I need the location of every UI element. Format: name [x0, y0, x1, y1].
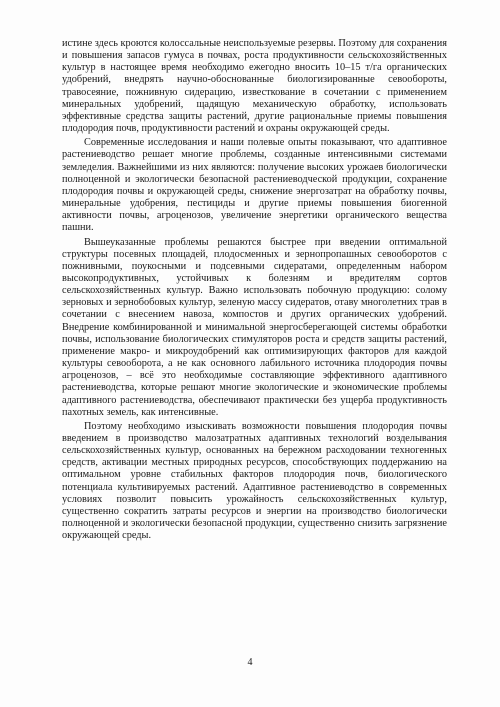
paragraph: Вышеуказанные проблемы решаются быстрее при введении оптимальной структуры посевных площадей, плодосменных и зернопропашных севооборотов с пожнивными, поукосными и подсевными сидератами, определенным набором высокопродуктивных, устойчивых к болезням и вредителям сортов сельскохозяйственных культур. Важно использовать побочную продукцию: солому зерновых и зернобобовых культур, зеленую массу сидератов, отаву многолетних трав в сочетании с внесением навоза, компостов и других органических удобрений. Внедрение комбинированной и минимальной энергосберегающей системы обработки почвы, использование биологических стимуляторов роста и средств защиты растений, применение макро- и микроудобрений как оптимизирующих факторов для каждой культуры севооборота, а не как основного лабильного источника плодородия почвы агроценозов, – всё это необходимые составляющие эффективного адаптивного растениеводства, которые решают многие экологические и экономические проблемы адаптивного растениеводства, обеспечивают практически без ущерба продуктивность пахотных земель, как интенсивные.: [62, 236, 447, 418]
paragraph: Современные исследования и наши полевые опыты показывают, что адаптивное растениеводство решает многие проблемы, созданные интенсивными системами земледелия. Важнейшими из них являются: получение высоких урожаев биологически полноценной и экологически безопасной растениеводческой продукции, сохранение плодородия почвы и окружающей среды, снижение энергозатрат на обработку почвы, минеральные удобрения, пестициды и другие приемы повышения биогенной активности почвы, агроценозов, увеличение энергетики органического вещества пашни.: [62, 137, 447, 234]
page-number: 4: [247, 657, 253, 668]
paragraph: истине здесь кроются колоссальные неиспользуемые резервы. Поэтому для сохранения и повышения запасов гумуса в почвах, роста продуктивности сельскохозяйственных культур в настоящее время необходимо ежегодно вносить 10–15 т/га органических удобрений, внедрять научно-обоснованные биологизированные севообороты, травосеяние, пожнивную сидерацию, известкование в сочетании с применением минеральных удобрений, щадящую механическую обработку, использовать эффективные средства защиты растений, другие рациональные приемы повышения плодородия почв, продуктивности растений и охраны окружающей среды.: [62, 38, 447, 135]
paragraph: Поэтому необходимо изыскивать возможности повышения плодородия почвы введением в производство малозатратных адаптивных технологий возделывания сельскохозяйственных культур, основанных на бережном расходовании техногенных средств, активации местных природных ресурсов, способствующих поддержанию на оптимальном уровне стабильных факторов плодородия почв, биологического потенциала культивируемых растений. Адаптивное растениеводство в современных условиях позволит повысить урожайность сельскохозяйственных культур, существенно сократить затраты ресурсов и энергии на производство биологически полноценной и экологически безопасной продукции, существенно снизить загрязнение окружающей среды.: [62, 420, 447, 542]
body-text: [62, 38, 447, 544]
